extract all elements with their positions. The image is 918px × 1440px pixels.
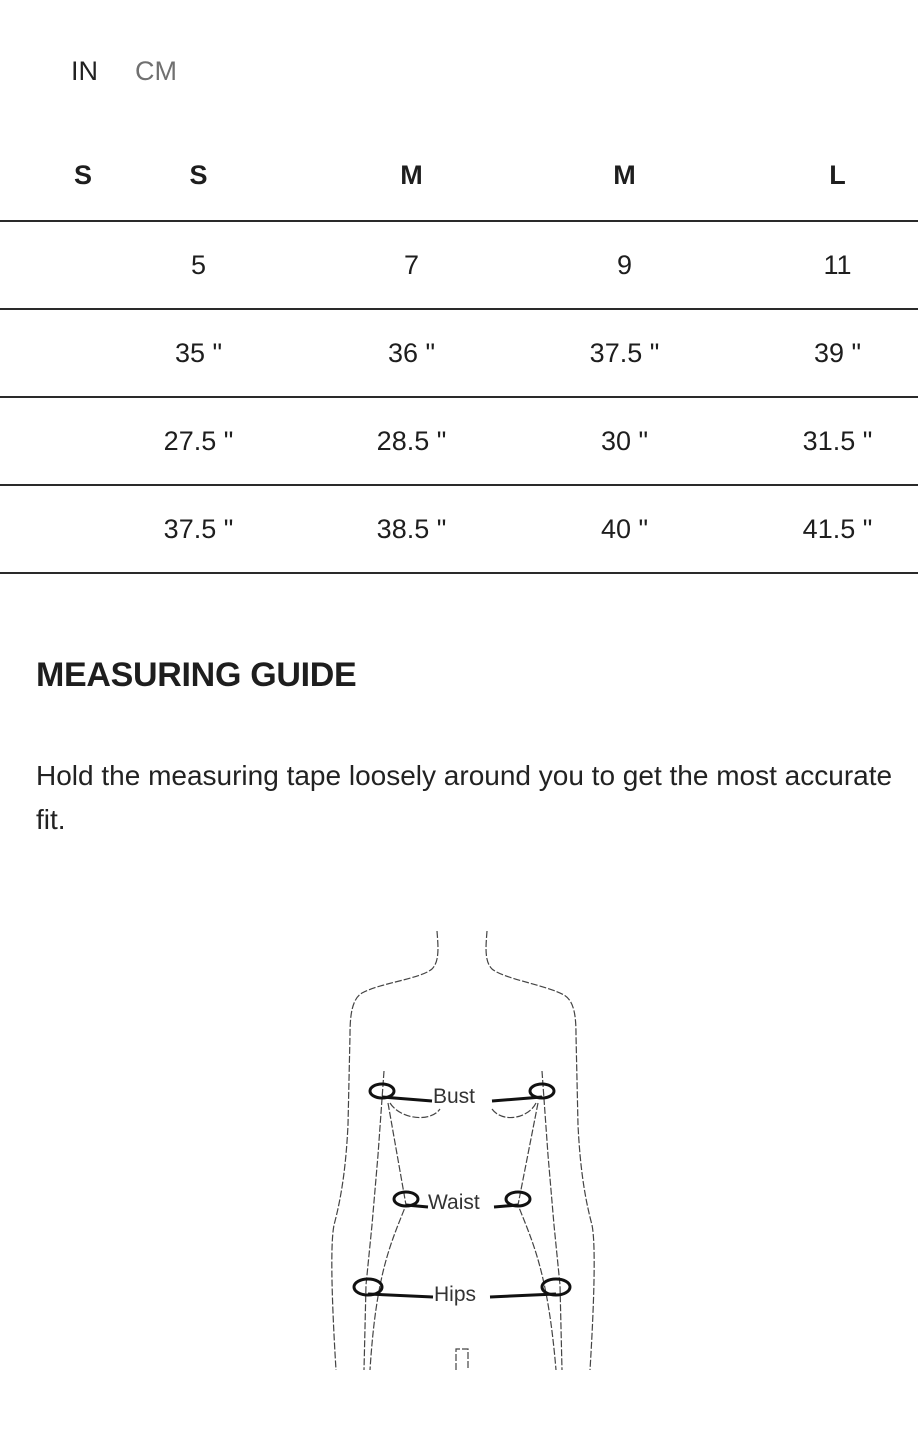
size-header: S <box>189 159 208 190</box>
table-cell: 37.5 " <box>518 309 731 397</box>
measuring-guide-title: MEASURING GUIDE <box>36 656 357 694</box>
hips-label: Hips <box>434 1283 477 1306</box>
table-cell: 37.5 " <box>92 485 305 573</box>
table-cell: 35 " <box>92 309 305 397</box>
table-cell: 5 <box>92 221 305 309</box>
table-cell-partial <box>0 397 92 485</box>
table-cell-partial <box>0 221 92 309</box>
table-cell: 36 " <box>305 309 518 397</box>
body-outline-icon <box>320 925 610 1375</box>
size-header-partial: S <box>73 159 92 190</box>
table-cell: 9 <box>518 221 731 309</box>
table-cell: 31.5 " <box>731 397 918 485</box>
waist-label: Waist <box>428 1191 480 1214</box>
size-header: M <box>613 159 636 190</box>
table-cell-partial <box>0 485 92 573</box>
table-cell: 30 " <box>518 397 731 485</box>
size-header: M <box>400 159 423 190</box>
table-cell-partial <box>0 309 92 397</box>
table-row <box>0 485 918 573</box>
unit-toggle <box>71 56 177 87</box>
body-measurement-figure <box>320 925 610 1375</box>
table-cell: 40 " <box>518 485 731 573</box>
table-cell: 39 " <box>731 309 918 397</box>
table-row <box>0 221 918 309</box>
table-cell: 27.5 " <box>92 397 305 485</box>
table-cell: 38.5 " <box>305 485 518 573</box>
table-cell: 41.5 " <box>731 485 918 573</box>
table-cell: 7 <box>305 221 518 309</box>
size-header: L <box>829 159 846 190</box>
bust-label: Bust <box>433 1085 476 1108</box>
unit-cm-tab[interactable]: CM <box>135 56 177 86</box>
table-cell: 11 <box>731 221 918 309</box>
table-header-row <box>0 130 918 221</box>
unit-in-tab[interactable]: IN <box>71 56 98 86</box>
table-row <box>0 397 918 485</box>
table-row <box>0 309 918 397</box>
size-chart-table <box>0 130 918 574</box>
measuring-guide-text: Hold the measuring tape loosely around you to get the most accurate fit. <box>36 760 893 835</box>
table-cell: 28.5 " <box>305 397 518 485</box>
